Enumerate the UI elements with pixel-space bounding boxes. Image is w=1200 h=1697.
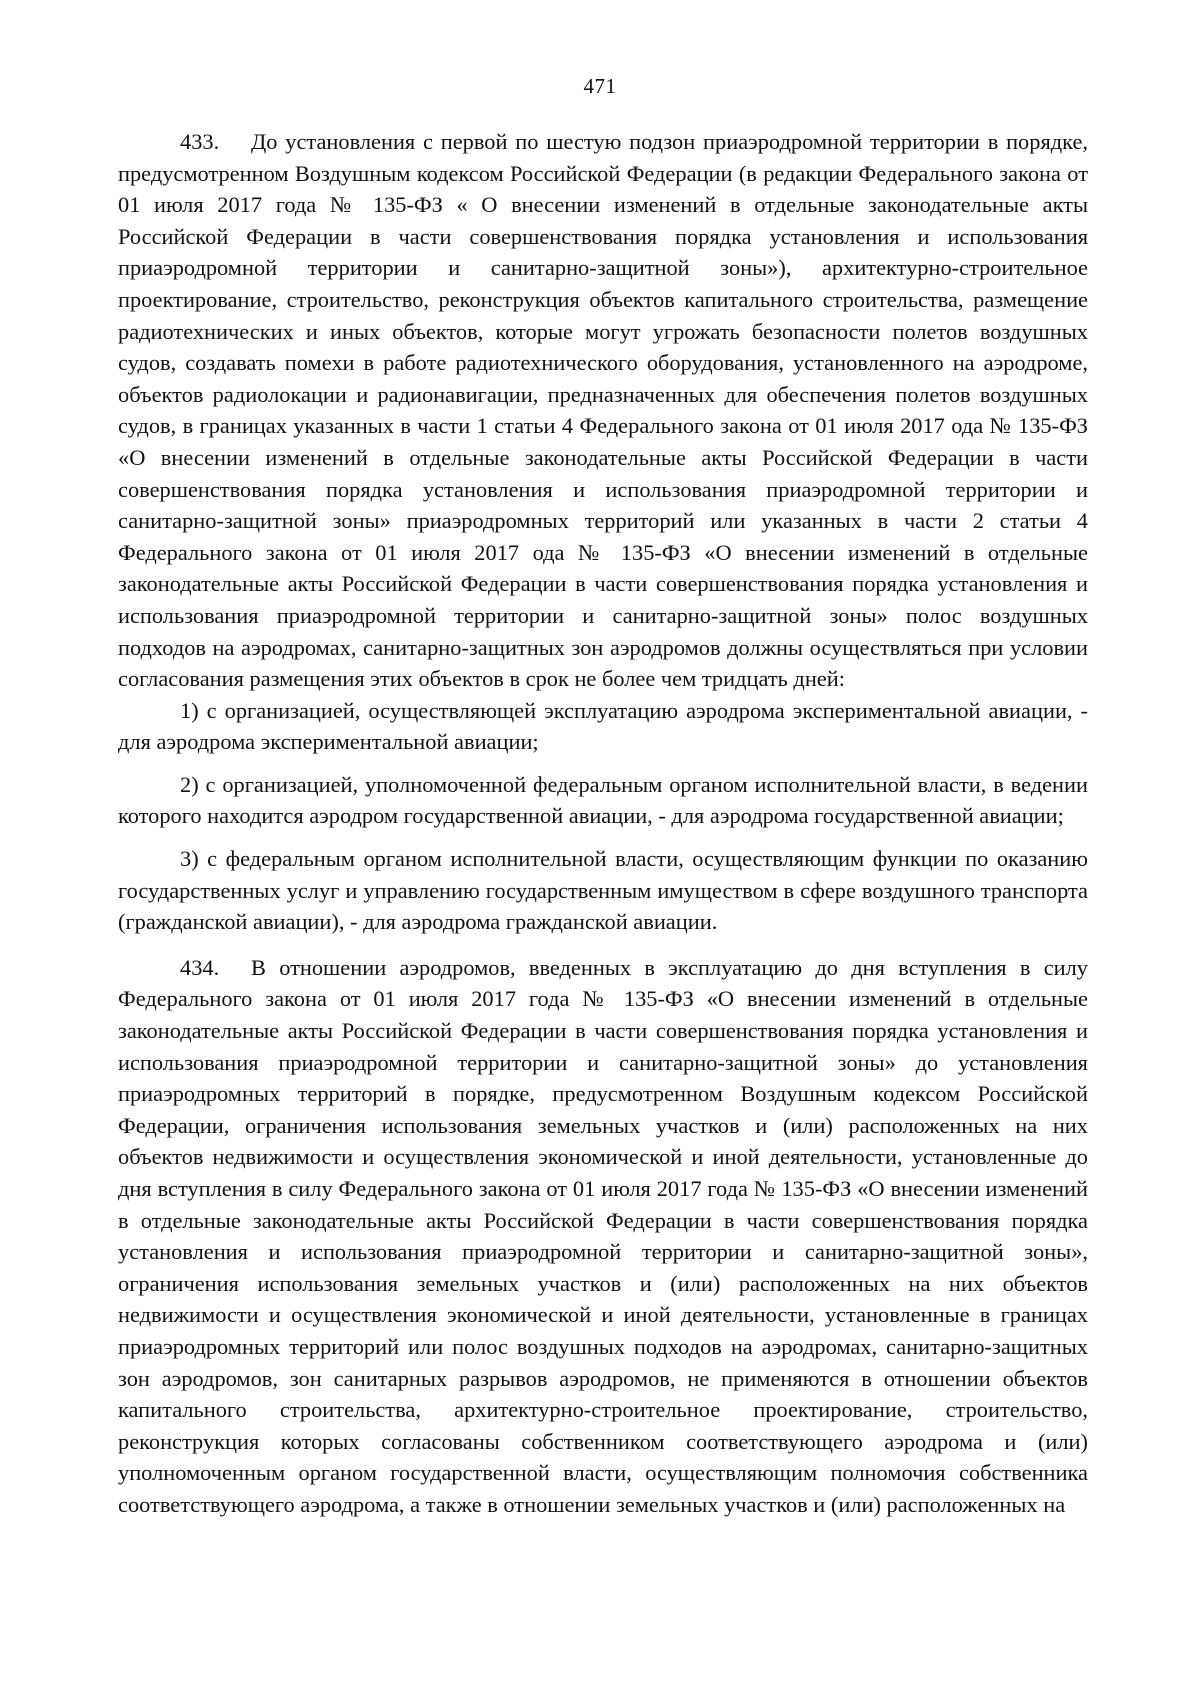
paragraph-text: До установления с первой по шестую подзон приаэродромной территории в порядке, предусмотренном Воздушным кодексом Российской Федерации (в редакции Федерального закона от 01 июля 2017 года № 135-ФЗ « О внесении изменений в отдельные законодательные акты Российской Федерации в части совершенствования порядка установления и использования приаэродромной территории и санитарно-защитной зоны»), архитектурно-строительное проектирование, строительство, реконструкция объектов капитального строительства, размещение радиотехнических и иных объектов, которые могут угрожать безопасности полетов воздушных судов, создавать помехи в работе радиотехнического оборудования, установленного на аэродроме, объектов радиолокации и радионавигации, предназначенных для обеспечения полетов воздушных судов, в границах указанных в части 1 статьи 4 Федерального закона от 01 июля 2017 ода № 135-ФЗ «О внесении изменений в отдельные законодательные акты Российской Федерации в части совершенствования порядка установления и использования приаэродромной территории и санитарно-защитной зоны» приаэродромных территорий или указанных в части 2 статьи 4 Федерального закона от 01 июля 2017 ода № 135-ФЗ «О внесении изменений в отдельные законодательные акты Российской Федерации в части совершенствования порядка установления и использования приаэродромной территории и санитарно-защитной зоны» полос воздушных подходов на аэродромах, санитарно-защитных зон аэродромов должны осуществляться при условии согласования размещения этих объектов в срок не более чем тридцать дней: — [118, 129, 1088, 692]
paragraph-text: В отношении аэродромов, введенных в эксплуатацию до дня вступления в силу Федерального закона от 01 июля 2017 года № 135-ФЗ «О внесении изменений в отдельные законодательные акты Российской Федерации в части совершенствования порядка установления и использования приаэродромной территории и санитарно-защитной зоны» до установления приаэродромных территорий в порядке, предусмотренном Воздушным кодексом Российской Федерации, ограничения использования земельных участков и (или) расположенных на них объектов недвижимости и осуществления экономической и иной деятельности, установленные до дня вступления в силу Федерального закона от 01 июля 2017 года № 135-ФЗ «О внесении изменений в отдельные законодательные акты Российской Федерации в части совершенствования порядка установления и использования приаэродромной территории и санитарно-защитной зоны», ограничения использования земельных участков и (или) расположенных на них объектов недвижимости и осуществления экономической и иной деятельности, установленные в границах приаэродромных территорий или полос воздушных подходов на аэродромах, санитарно-защитных зон аэродромов, зон санитарных разрывов аэродромов, не применяются в отношении объектов капитального строительства, архитектурно-строительное проектирование, строительство, реконструкция которых согласованы собственником соответствующего аэродрома и (или) уполномоченным органом государственной власти, осуществляющим полномочия собственника соответствующего аэродрома, а также в отношении земельных участков и (или) расположенных на — [118, 954, 1088, 1517]
list-item-2: 2) с организацией, уполномоченной федеральным органом исполнительной власти, в ведении которого находится аэродром государственной авиации, - для аэродрома государственной авиации; — [118, 771, 1088, 829]
list-item-1: 1) с организацией, осуществляющей эксплуатацию аэродрома экспериментальной авиации, - для аэродрома экспериментальной авиации; — [118, 697, 1088, 755]
paragraph-434 — [118, 952, 1088, 1521]
paragraph-number: 434. — [180, 954, 220, 980]
paragraph-number: 433. — [180, 129, 220, 154]
list-item-3: 3) с федеральным органом исполнительной власти, осуществляющим функции по оказанию государственных услуг и управлению государственным имуществом в сфере воздушного транспорта (гражданской авиации), - для аэродрома гражданской авиации. — [118, 846, 1088, 935]
page-number: 471 — [583, 74, 617, 98]
document-body — [118, 126, 1088, 1521]
paragraph-433 — [118, 126, 1088, 695]
